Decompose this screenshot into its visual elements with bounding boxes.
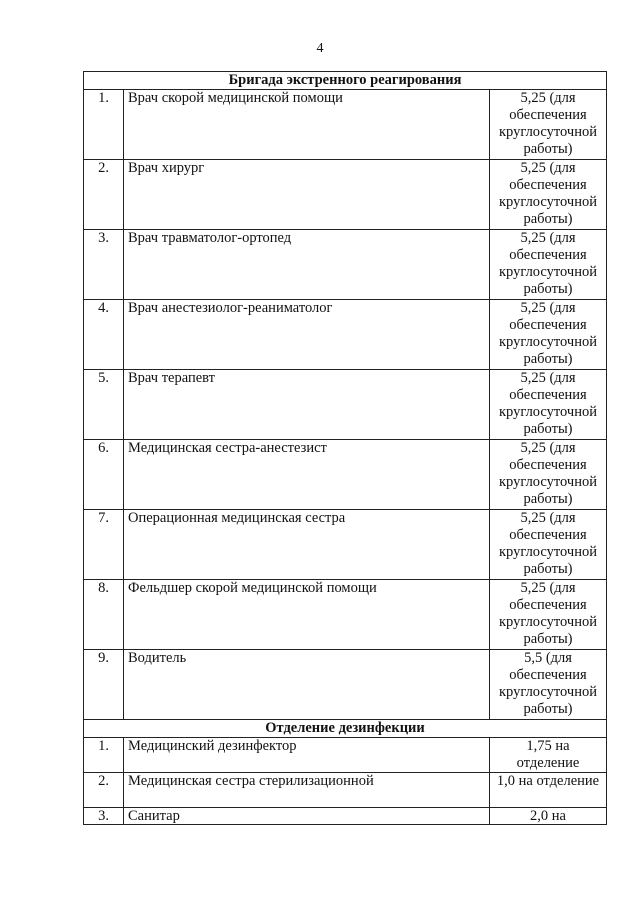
staff-count: 5,25 (для обеспечения круглосуточной работы) xyxy=(490,440,607,510)
row-number: 2. xyxy=(84,160,124,230)
table-row xyxy=(84,580,607,650)
position-name: Врач терапевт xyxy=(124,370,490,440)
row-number: 1. xyxy=(84,738,124,773)
staff-count: 1,0 на отделение xyxy=(490,773,607,808)
row-number: 7. xyxy=(84,510,124,580)
row-number: 3. xyxy=(84,808,124,825)
position-name: Санитар xyxy=(124,808,490,825)
table-row xyxy=(84,773,607,808)
table-row xyxy=(84,230,607,300)
table-row xyxy=(84,738,607,773)
table-row xyxy=(84,650,607,720)
section-header-row xyxy=(84,72,607,90)
section-title: Бригада экстренного реагирования xyxy=(84,72,607,90)
staff-count: 5,25 (для обеспечения круглосуточной работы) xyxy=(490,370,607,440)
position-name: Врач скорой медицинской помощи xyxy=(124,90,490,160)
table-row xyxy=(84,440,607,510)
row-number: 5. xyxy=(84,370,124,440)
table-row xyxy=(84,300,607,370)
row-number: 3. xyxy=(84,230,124,300)
position-name: Медицинский дезинфектор xyxy=(124,738,490,773)
staff-count: 5,25 (для обеспечения круглосуточной работы) xyxy=(490,510,607,580)
staff-count: 5,25 (для обеспечения круглосуточной работы) xyxy=(490,160,607,230)
position-name: Фельдшер скорой медицинской помощи xyxy=(124,580,490,650)
table-row xyxy=(84,160,607,230)
position-name: Медицинская сестра-анестезист xyxy=(124,440,490,510)
staff-count: 5,5 (для обеспечения круглосуточной работы) xyxy=(490,650,607,720)
row-number: 6. xyxy=(84,440,124,510)
position-name: Врач хирург xyxy=(124,160,490,230)
table-row xyxy=(84,510,607,580)
table-row xyxy=(84,808,607,825)
position-name: Врач травматолог-ортопед xyxy=(124,230,490,300)
position-name: Операционная медицинская сестра xyxy=(124,510,490,580)
row-number: 2. xyxy=(84,773,124,808)
position-name: Водитель xyxy=(124,650,490,720)
table-row xyxy=(84,90,607,160)
row-number: 4. xyxy=(84,300,124,370)
position-name: Врач анестезиолог-реаниматолог xyxy=(124,300,490,370)
section-header-row xyxy=(84,720,607,738)
staff-count: 5,25 (для обеспечения круглосуточной работы) xyxy=(490,300,607,370)
staff-count: 5,25 (для обеспечения круглосуточной работы) xyxy=(490,580,607,650)
staffing-table xyxy=(83,71,607,825)
page-number: 4 xyxy=(316,41,324,56)
table-row xyxy=(84,370,607,440)
section-title: Отделение дезинфекции xyxy=(84,720,607,738)
row-number: 8. xyxy=(84,580,124,650)
row-number: 1. xyxy=(84,90,124,160)
staff-count: 5,25 (для обеспечения круглосуточной работы) xyxy=(490,90,607,160)
staff-count: 5,25 (для обеспечения круглосуточной работы) xyxy=(490,230,607,300)
staff-count: 2,0 на xyxy=(490,808,607,825)
staff-count: 1,75 на отделение xyxy=(490,738,607,773)
position-name: Медицинская сестра стерилизационной xyxy=(124,773,490,808)
row-number: 9. xyxy=(84,650,124,720)
